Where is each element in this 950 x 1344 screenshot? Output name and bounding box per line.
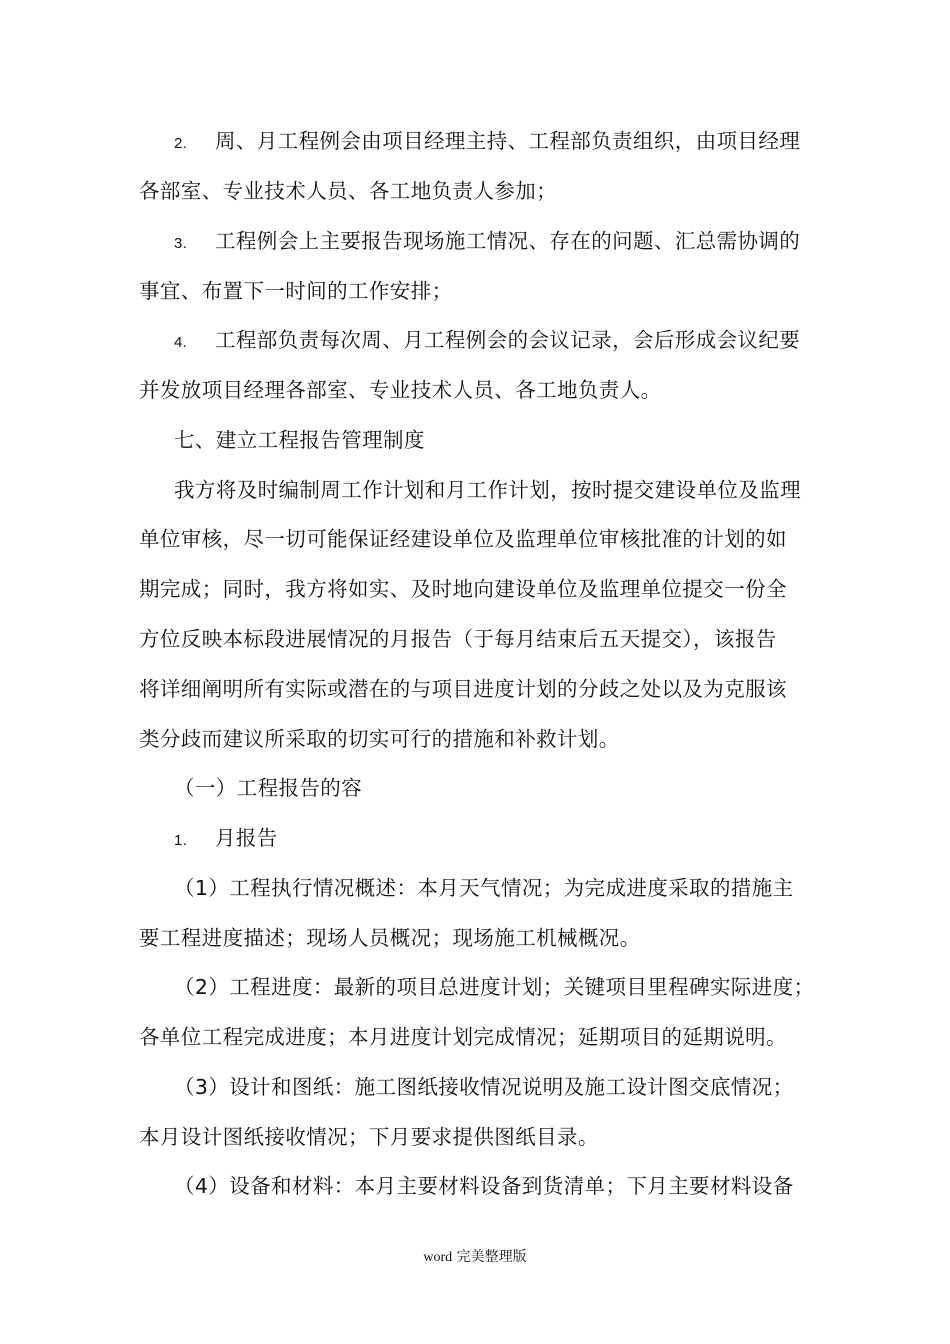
subitem-1-line-1: （1）工程执行情况概述：本月天气情况；为完成进度采取的措施主: [174, 876, 794, 900]
footer-word: word: [423, 1250, 453, 1265]
subitem-3-line-1: （3）设计和图纸：施工图纸接收情况说明及施工设计图交底情况；: [174, 1075, 794, 1099]
list-item-1: [174, 824, 278, 855]
subitem-4-line-1: （4）设备和材料：本月主要材料设备到货清单；下月主要材料设备: [174, 1174, 794, 1198]
paragraph-2-line-1: [174, 127, 800, 158]
subitem-2-line-2: 各单位工程完成进度；本月进度计划完成情况；延期项目的延期说明。: [139, 1025, 787, 1049]
list-number: 3.: [174, 235, 188, 252]
subsection-heading-1: （一）工程报告的容: [174, 776, 363, 800]
body-paragraph-line-6: 类分歧而建议所采取的切实可行的措施和补救计划。: [139, 727, 620, 751]
paragraph-text: 工程例会上主要报告现场施工情况、存在的问题、汇总需协调的: [215, 229, 801, 253]
paragraph-3-line-2: 事宜、布置下一时间的工作安排；: [139, 279, 453, 303]
subitem-2-line-1: （2）工程进度：最新的项目总进度计划；关键项目里程碑实际进度；: [174, 975, 815, 999]
paragraph-text: 工程部负责每次周、月工程例会的会议记录，会后形成会议纪要: [215, 328, 801, 352]
footer-text: 完美整理版: [452, 1249, 527, 1265]
list-number: 2.: [174, 135, 188, 152]
paragraph-4-line-2: 并发放项目经理各部室、专业技术人员、各工地负责人。: [139, 378, 662, 402]
list-number: 1.: [174, 832, 188, 849]
paragraph-text: 周、月工程例会由项目经理主持、工程部负责组织，由项目经理: [215, 129, 801, 153]
section-heading-7: 七、建立工程报告管理制度: [174, 428, 425, 452]
list-item-text: 月报告: [215, 826, 278, 850]
page-footer: [0, 1248, 950, 1267]
list-number: 4.: [174, 334, 188, 351]
body-paragraph-line-4: 方位反映本标段进展情况的月报告（于每月结束后五天提交），该报告: [139, 627, 777, 651]
body-paragraph-line-1: 我方将及时编制周工作计划和月工作计划，按时提交建设单位及监理: [174, 478, 801, 502]
subitem-1-line-2: 要工程进度描述；现场人员概况；现场施工机械概况。: [139, 926, 641, 950]
paragraph-2-line-2: 各部室、专业技术人员、各工地负责人参加；: [139, 179, 557, 203]
paragraph-3-line-1: [174, 227, 800, 258]
body-paragraph-line-2: 单位审核，尽一切可能保证经建设单位及监理单位审核批准的计划的如: [139, 527, 787, 551]
paragraph-4-line-1: [174, 326, 800, 357]
body-paragraph-line-3: 期完成；同时，我方将如实、及时地向建设单位及监理单位提交一份全: [139, 577, 787, 601]
body-paragraph-line-5: 将详细阐明所有实际或潜在的与项目进度计划的分歧之处以及为克服该: [139, 677, 787, 701]
subitem-3-line-2: 本月设计图纸接收情况；下月要求提供图纸目录。: [139, 1125, 599, 1149]
